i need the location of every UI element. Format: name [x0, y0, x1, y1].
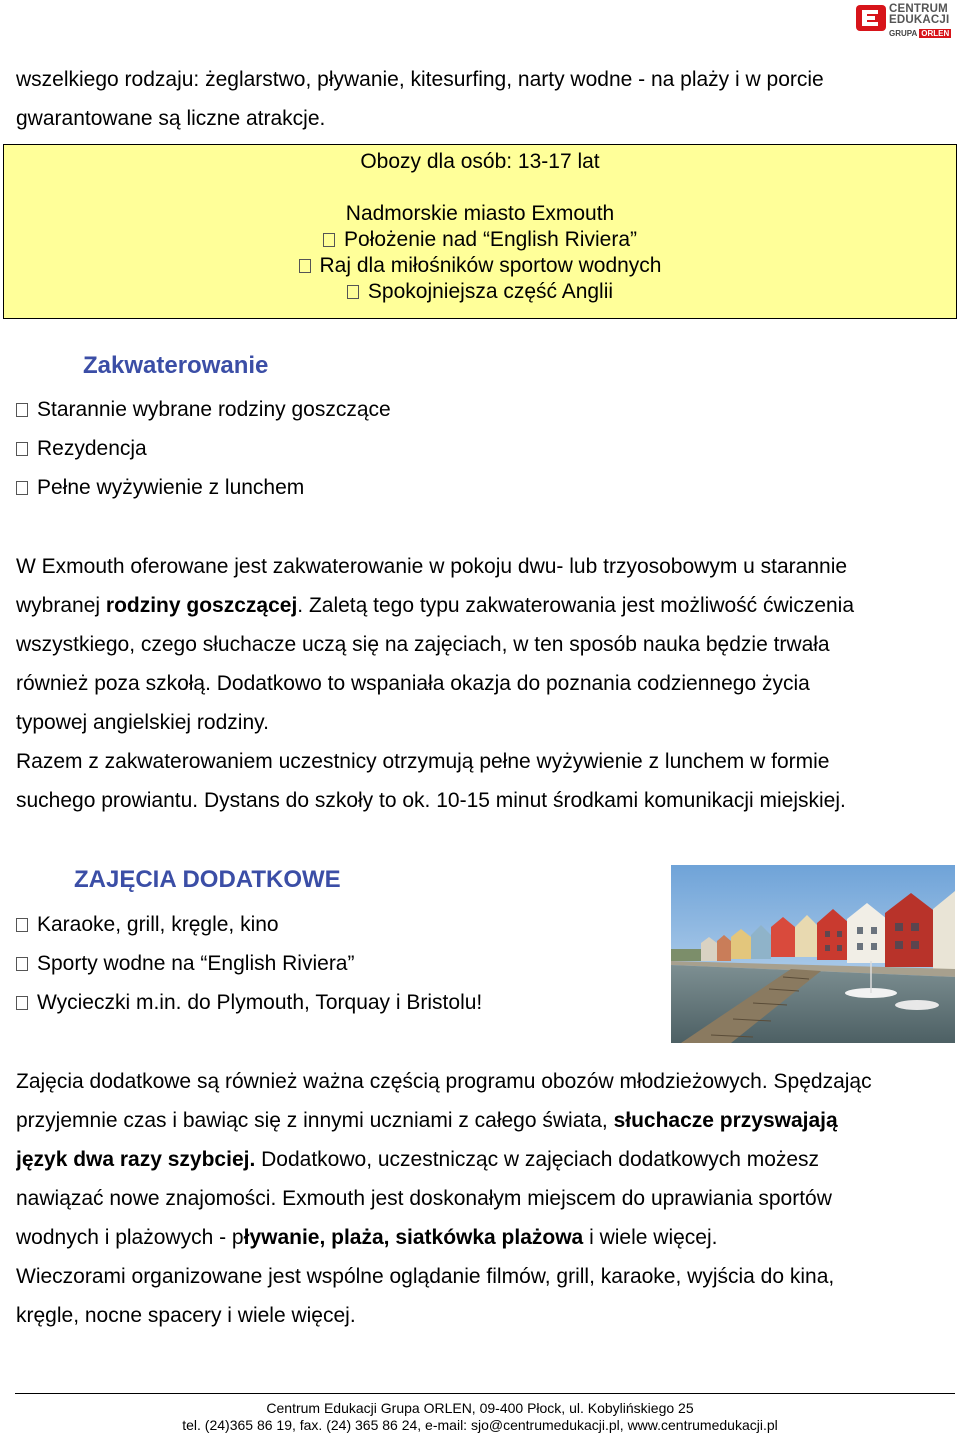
extras-para1-line1: Zajęcia dodatkowe są również ważna częścią programu obozów młodzieżowych. Spędzając: [16, 1070, 872, 1093]
exmouth-marina-photo: [671, 865, 955, 1043]
extras-para1-line4: nawiązać nowe znajomości. Exmouth jest doskonałym miejscem do uprawiania sportów: [16, 1187, 832, 1210]
accommodation-heading: Zakwaterowanie: [83, 352, 269, 379]
logo-line2: EDUKACJI: [889, 14, 950, 26]
camp-town-subtitle: Nadmorskie miasto Exmouth: [345, 202, 615, 225]
accommodation-para1-line5: typowej angielskiej rodziny.: [16, 711, 269, 734]
logo-e-mark-icon: [856, 5, 886, 31]
centrum-edukacji-logo: [856, 2, 956, 42]
accommodation-bullet-2: Rezydencja: [16, 437, 147, 461]
camp-feature-3: Spokojniejsza część Anglii: [4, 280, 956, 304]
bullet-icon: [299, 259, 311, 273]
bullet-icon: [16, 442, 28, 456]
extras-para2-line2: kręgle, nocne spacery i wiele więcej.: [16, 1304, 356, 1327]
extras-para1-line5: wodnych i plażowych - pływanie, plaża, siatkówka plażowa i wiele więcej.: [16, 1226, 718, 1249]
accommodation-bullet-3: Pełne wyżywienie z lunchem: [16, 476, 304, 500]
intro-line-1: wszelkiego rodzaju: żeglarstwo, pływanie, kitesurfing, narty wodne - na plaży i w porcie: [16, 68, 824, 91]
extras-para2-line1: Wieczorami organizowane jest wspólne oglądanie filmów, grill, karaoke, wyjścia do kina,: [16, 1265, 835, 1288]
extras-bullet-2: Sporty wodne na “English Riviera”: [16, 952, 354, 976]
intro-line-2: gwarantowane są liczne atrakcje.: [16, 107, 326, 130]
extras-para1-line2: przyjemnie czas i bawiąc się z innymi uczniami z całego świata, słuchacze przyswajają: [16, 1109, 838, 1132]
extras-bullet-3: Wycieczki m.in. do Plymouth, Torquay i Bristolu!: [16, 991, 482, 1015]
bullet-icon: [16, 957, 28, 971]
logo-group-prefix: GRUPA: [889, 29, 918, 38]
bullet-icon: [16, 918, 28, 932]
footer-address: Centrum Edukacji Grupa ORLEN, 09-400 Płock, ul. Kobylińskiego 25: [266, 1400, 694, 1416]
logo-group-brand: ORLEN: [921, 29, 950, 38]
bullet-icon: [323, 233, 335, 247]
accommodation-para1-line1: W Exmouth oferowane jest zakwaterowanie w pokoju dwu- lub trzyosobowym u starannie: [16, 555, 848, 578]
accommodation-para1-line2: wybranej rodziny goszczącej. Zaletą tego typu zakwaterowania jest możliwość ćwiczenia: [16, 594, 855, 617]
footer-contact: tel. (24)365 86 19, fax. (24) 365 86 24, e-mail: sjo@centrumedukacji.pl, www.centrumedukacji.pl: [182, 1417, 778, 1433]
accommodation-para1-line4: również poza szkołą. Dodatkowo to wspaniała okazja do poznania codziennego życia: [16, 672, 810, 695]
camp-highlight-box: [3, 144, 957, 319]
footer-divider: [15, 1393, 955, 1394]
bullet-icon: [16, 481, 28, 495]
accommodation-para2-line2: suchego prowiantu. Dystans do szkoły to ok. 10-15 minut środkami komunikacji miejskiej.: [16, 789, 846, 812]
accommodation-para1-line3: wszystkiego, czego słuchacze uczą się na zajęciach, w ten sposób nauka będzie trwała: [16, 633, 830, 656]
camp-feature-2: Raj dla miłośników sportow wodnych: [4, 254, 956, 278]
accommodation-bullet-1: Starannie wybrane rodziny goszczące: [16, 398, 391, 422]
accommodation-para2-line1: Razem z zakwaterowaniem uczestnicy otrzymują pełne wyżywienie z lunchem w formie: [16, 750, 830, 773]
logo-line1: CENTRUM: [889, 3, 948, 15]
extras-heading: ZAJĘCIA DODATKOWE: [74, 866, 341, 893]
camp-feature-1: Położenie nad “English Riviera”: [4, 228, 956, 252]
extras-bullet-1: Karaoke, grill, kręgle, kino: [16, 913, 279, 937]
bullet-icon: [347, 285, 359, 299]
camp-age-title: Obozy dla osób: 13-17 lat: [360, 150, 600, 173]
bullet-icon: [16, 996, 28, 1010]
bullet-icon: [16, 403, 28, 417]
logo-group: [889, 29, 951, 39]
extras-para1-line3: język dwa razy szybciej. Dodatkowo, uczestnicząc w zajęciach dodatkowych możesz: [16, 1148, 820, 1171]
